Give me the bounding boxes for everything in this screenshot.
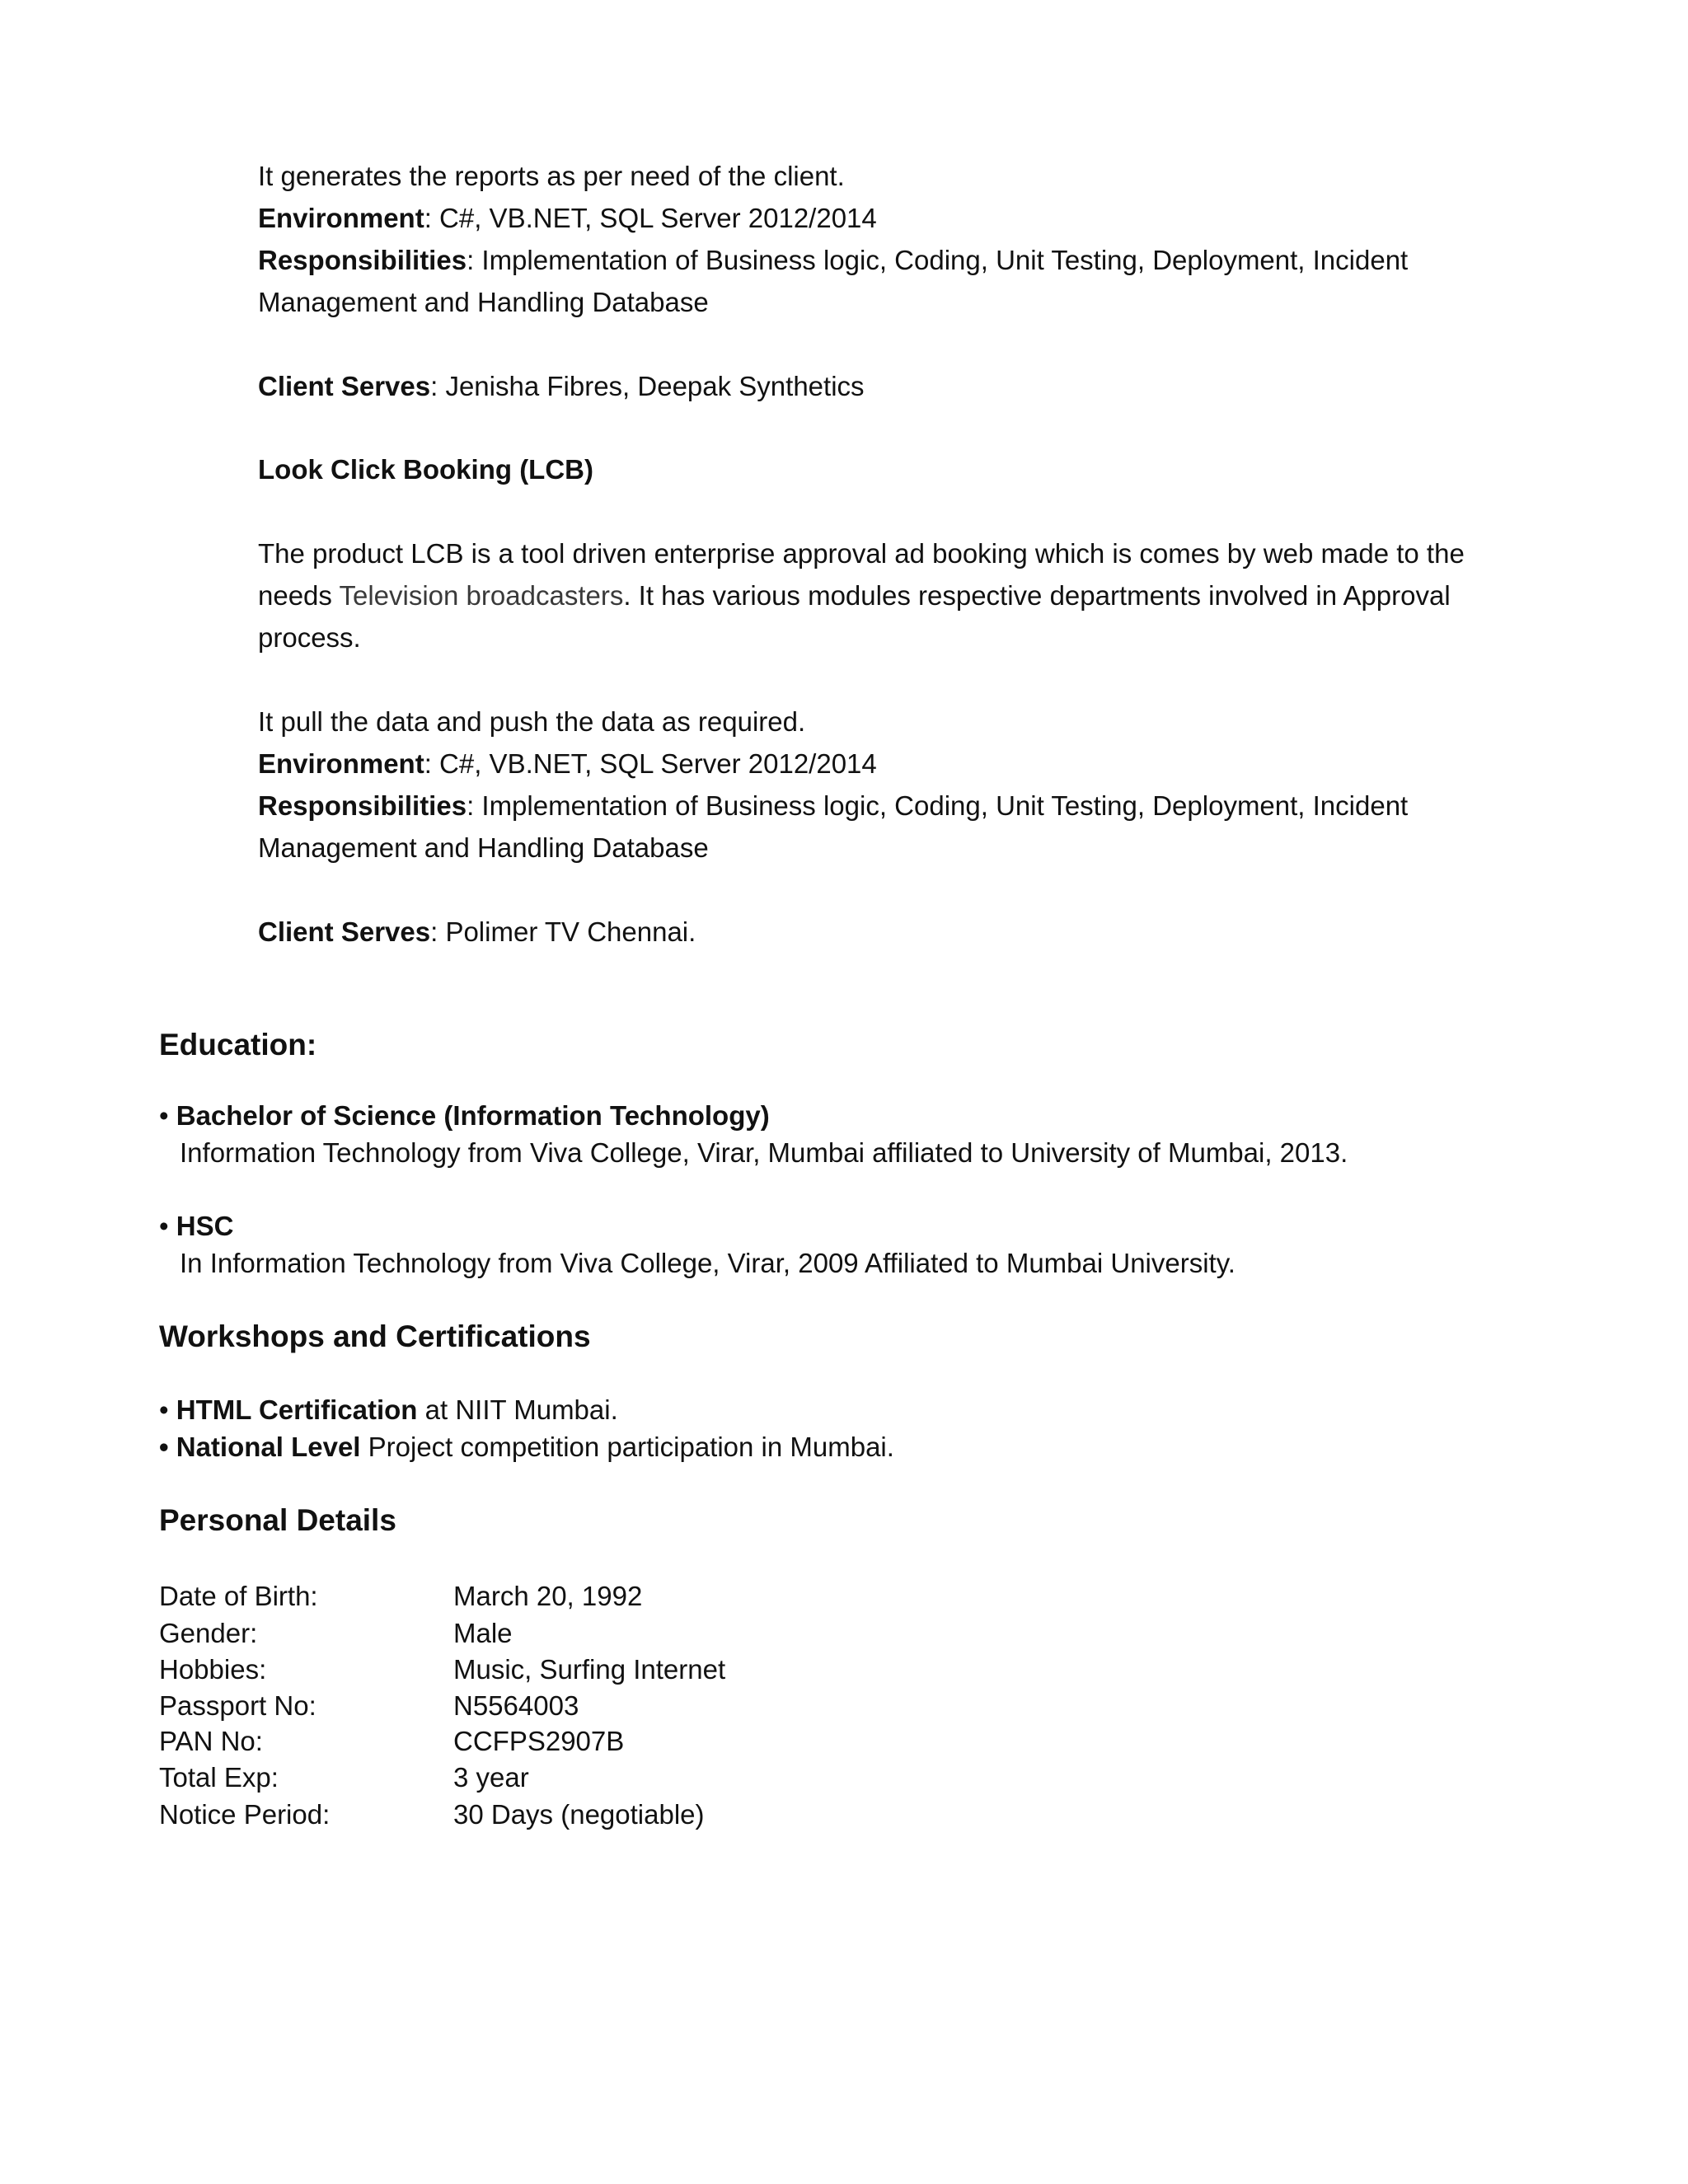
- responsibilities-label: Responsibilities: [258, 245, 467, 275]
- desc-highlight: Television broadcasters: [339, 580, 624, 611]
- workshop-rest: at NIIT Mumbai.: [417, 1394, 618, 1425]
- education-heading: Education:: [159, 1028, 317, 1062]
- project2-pull-line: It pull the data and push the data as required.: [258, 706, 806, 737]
- project2-responsibilities-cont: Management and Handling Database: [258, 832, 709, 863]
- workshop-bold: HTML Certification: [176, 1394, 418, 1425]
- personal-label: PAN No:: [159, 1726, 263, 1756]
- education-item-detail: In Information Technology from Viva College, Virar, 2009 Affiliated to Mumbai University.: [180, 1248, 1236, 1278]
- project2-desc-line3: process.: [258, 622, 361, 653]
- bullet: •: [159, 1100, 169, 1131]
- responsibilities-value: : Implementation of Business logic, Coding, Unit Testing, Deployment, Incident: [467, 790, 1409, 821]
- bullet: •: [159, 1432, 169, 1462]
- personal-label: Passport No:: [159, 1690, 316, 1721]
- client-label: Client Serves: [258, 371, 431, 401]
- client-value: : Jenisha Fibres, Deepak Synthetics: [430, 371, 865, 401]
- project1-environment: [258, 201, 877, 236]
- personal-value: CCFPS2907B: [453, 1726, 625, 1756]
- personal-value: March 20, 1992: [453, 1581, 643, 1611]
- project2-environment: [258, 747, 877, 781]
- bullet: •: [159, 1211, 169, 1241]
- project1-report-line: It generates the reports as per need of the client.: [258, 161, 845, 191]
- project2-client: [258, 915, 696, 949]
- project2-title: Look Click Booking (LCB): [258, 454, 593, 485]
- education-item-title: [159, 1099, 770, 1133]
- client-label: Client Serves: [258, 916, 431, 947]
- personal-label: Gender:: [159, 1618, 258, 1648]
- personal-label: Notice Period:: [159, 1799, 331, 1830]
- responsibilities-label: Responsibilities: [258, 790, 467, 821]
- responsibilities-value: : Implementation of Business logic, Coding, Unit Testing, Deployment, Incident: [467, 245, 1409, 275]
- personal-value: 30 Days (negotiable): [453, 1799, 705, 1830]
- degree-title: HSC: [176, 1211, 234, 1241]
- project1-responsibilities: [258, 243, 1408, 278]
- personal-value: Music, Surfing Internet: [453, 1654, 726, 1685]
- workshop-item: [159, 1430, 894, 1465]
- personal-value: 3 year: [453, 1762, 529, 1793]
- personal-heading: Personal Details: [159, 1503, 396, 1537]
- project2-responsibilities: [258, 789, 1408, 823]
- desc-text: . It has various modules respective departments involved in Approval: [623, 580, 1451, 611]
- project1-responsibilities-cont: Management and Handling Database: [258, 287, 709, 317]
- degree-title: Bachelor of Science (Information Technology): [176, 1100, 770, 1131]
- desc-text: needs: [258, 580, 340, 611]
- environment-value: : C#, VB.NET, SQL Server 2012/2014: [424, 748, 877, 779]
- personal-label: Date of Birth:: [159, 1581, 318, 1611]
- project2-desc-line2: [258, 579, 1451, 613]
- education-item-title: [159, 1209, 233, 1244]
- workshop-bold: National Level: [176, 1432, 361, 1462]
- workshop-item: [159, 1393, 618, 1427]
- personal-label: Total Exp:: [159, 1762, 279, 1793]
- personal-value: Male: [453, 1618, 513, 1648]
- client-value: : Polimer TV Chennai.: [430, 916, 696, 947]
- education-item-detail: Information Technology from Viva College, Virar, Mumbai affiliated to University of Mumbai, 2013.: [180, 1137, 1348, 1168]
- bullet: •: [159, 1394, 169, 1425]
- personal-value: N5564003: [453, 1690, 579, 1721]
- project1-client: [258, 369, 865, 404]
- environment-value: : C#, VB.NET, SQL Server 2012/2014: [424, 203, 877, 233]
- project2-desc-line1: The product LCB is a tool driven enterprise approval ad booking which is comes by web made to the: [258, 538, 1465, 569]
- workshop-rest: Project competition participation in Mumbai.: [360, 1432, 894, 1462]
- personal-label: Hobbies:: [159, 1654, 267, 1685]
- environment-label: Environment: [258, 203, 424, 233]
- workshops-heading: Workshops and Certifications: [159, 1319, 591, 1353]
- environment-label: Environment: [258, 748, 424, 779]
